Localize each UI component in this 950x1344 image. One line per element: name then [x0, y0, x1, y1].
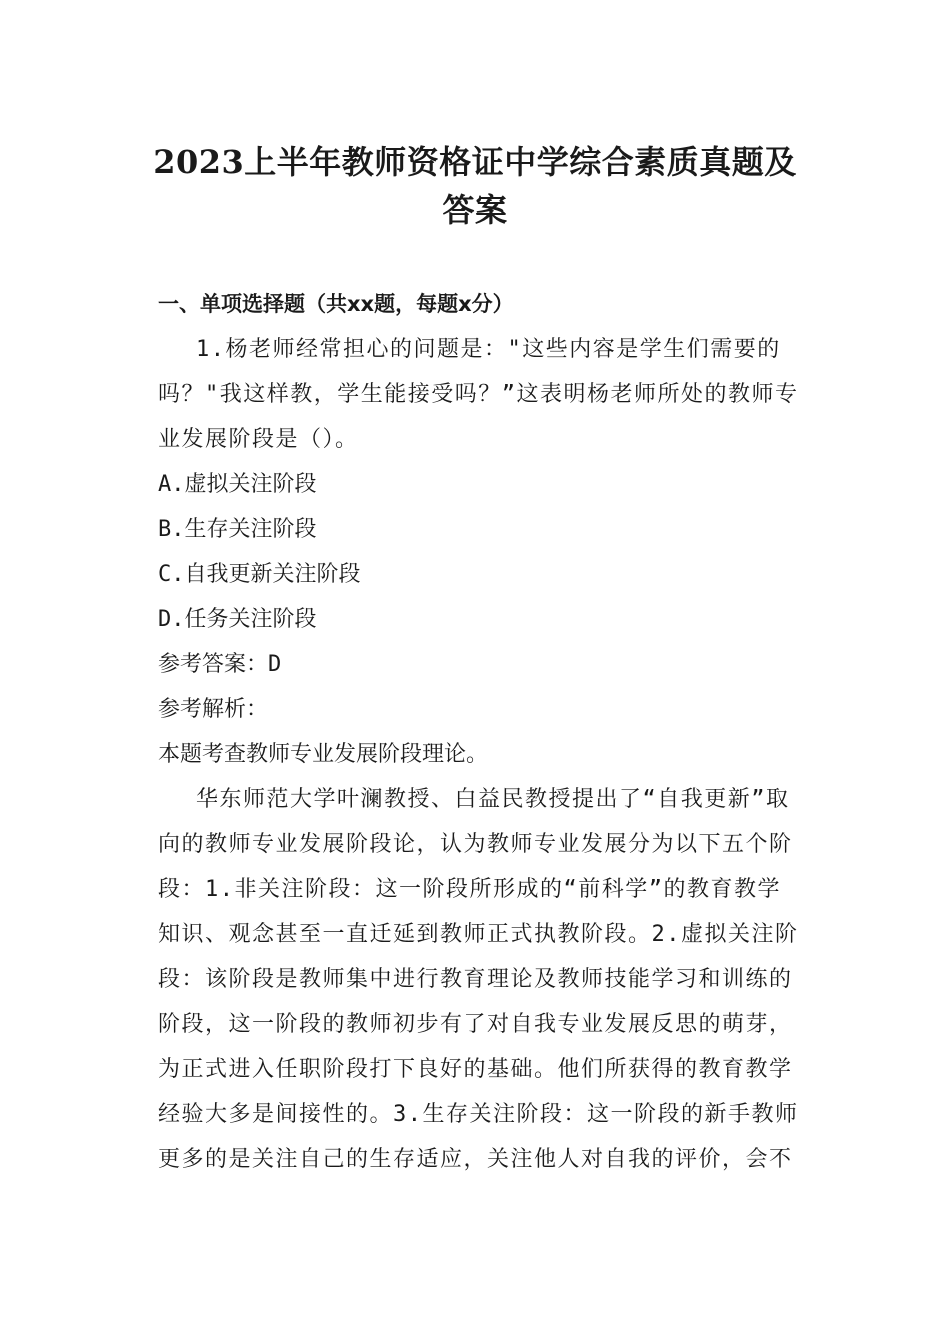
title-line-1: 2023上半年教师资格证中学综合素质真题及 [153, 143, 797, 181]
option-b: B.生存关注阶段 [158, 517, 317, 542]
question-line-1: 1.杨老师经常担心的问题是："这些内容是学生们需要的 [196, 337, 781, 362]
question-line-2: 吗？"我这样教，学生能接受吗？”这表明杨老师所处的教师专 [158, 382, 799, 407]
document-title [120, 138, 830, 234]
analysis-line-1: 华东师范大学叶澜教授、白益民教授提出了“自我更新”取 [196, 787, 790, 812]
title-line-2: 答案 [442, 191, 508, 229]
analysis-line-9: 更多的是关注自己的生存适应，关注他人对自我的评价，会不 [158, 1147, 793, 1172]
options-list [120, 462, 830, 642]
option-d: D.任务关注阶段 [158, 607, 317, 632]
reference-answer: 参考答案：D [158, 652, 282, 677]
analysis-line-4: 知识、观念甚至一直迁延到教师正式执教阶段。2.虚拟关注阶 [158, 922, 799, 947]
analysis-line-2: 向的教师专业发展阶段论，认为教师专业发展分为以下五个阶 [158, 832, 793, 857]
analysis-intro: 本题考查教师专业发展阶段理论。 [158, 742, 489, 767]
option-a: A.虚拟关注阶段 [158, 472, 317, 497]
document-body [120, 282, 830, 1182]
analysis-line-3: 段：1.非关注阶段：这一阶段所形成的“前科学”的教育教学 [158, 877, 781, 902]
analysis-line-5: 段：该阶段是教师集中进行教育理论及教师技能学习和训练的 [158, 967, 793, 992]
section-heading: 一、单项选择题（共xx题，每题x分） [158, 292, 514, 316]
analysis-line-8: 经验大多是间接性的。3.生存关注阶段：这一阶段的新手教师 [158, 1102, 799, 1127]
analysis-label: 参考解析： [158, 697, 269, 722]
question-stem [120, 327, 830, 462]
analysis-line-7: 为正式进入任职阶段打下良好的基础。他们所获得的教育教学 [158, 1057, 793, 1082]
analysis-paragraph [120, 777, 830, 1182]
analysis-line-6: 阶段，这一阶段的教师初步有了对自我专业发展反思的萌芽， [158, 1012, 793, 1037]
question-line-3: 业发展阶段是（）。 [158, 427, 359, 452]
option-c: C.自我更新关注阶段 [158, 562, 361, 587]
